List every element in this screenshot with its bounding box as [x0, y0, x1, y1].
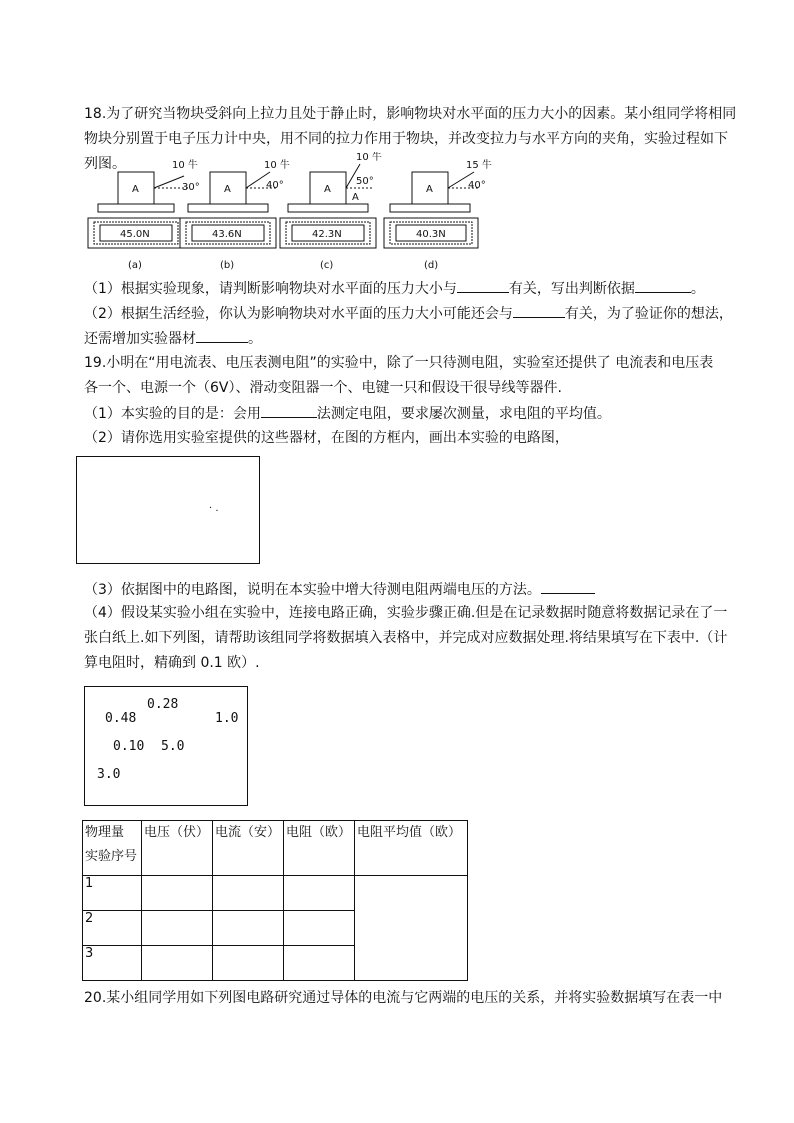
- fig-c-force: 10 牛: [356, 152, 382, 163]
- q18-line2: 物块分别置于电子压力计中央，用不同的拉力作用于物块，并改变拉力与水平方向的夹角，实验过程如下: [84, 131, 728, 147]
- blank[interactable]: [261, 403, 317, 418]
- fig-c-label: (c): [320, 260, 334, 271]
- scrap-value: 3.0: [97, 767, 121, 782]
- q19-part4a: （4）假设某实验小组在实验中，连接电路正确，实验步骤正确.但是在记录数据时随意将数据记录在了一: [84, 605, 728, 621]
- q18-figure: [84, 152, 504, 276]
- row-index: 3: [83, 946, 142, 981]
- fig-d-label: (d): [424, 260, 439, 271]
- figure-d: [384, 158, 492, 271]
- figure-b: [180, 158, 290, 271]
- blank[interactable]: [635, 278, 691, 293]
- q19-part4c: 算电阻时，精确到 0.1 欧）.: [84, 655, 260, 671]
- q18-line1: 18.为了研究当物块受斜向上拉力且处于静止时，影响物块对水平面的压力大小的因素。某小组同学将相同: [84, 106, 737, 122]
- fig-a-reading: 45.0N: [120, 229, 150, 240]
- fig-b-angle: 40°: [266, 180, 284, 191]
- fig-c-angle: 50°: [356, 176, 374, 187]
- blank[interactable]: [196, 328, 248, 343]
- fig-c-extra: A: [352, 192, 359, 203]
- q18-line3: 列图。: [84, 156, 126, 172]
- fig-c-block: A: [324, 184, 331, 195]
- scrap-value: 0.48: [105, 711, 137, 726]
- fig-a-block: A: [132, 184, 139, 195]
- header-cell: 电压（伏）: [142, 821, 213, 876]
- fig-b-block: A: [224, 184, 231, 195]
- input-cell[interactable]: [284, 911, 355, 946]
- fig-a-angle: 30°: [182, 182, 200, 193]
- data-scrap-paper: [84, 686, 248, 806]
- q19-line1: 19.小明在“用电流表、电压表测电阻”的实验中，除了一只待测电阻，实验室还提供了 电流表和电压表: [84, 355, 714, 371]
- scrap-value: 0.28: [147, 697, 179, 712]
- fig-b-label: (b): [220, 260, 235, 271]
- data-table: [82, 820, 468, 981]
- fig-a-force: 10 牛: [172, 160, 198, 171]
- input-cell[interactable]: [142, 876, 213, 911]
- input-cell[interactable]: [284, 946, 355, 981]
- q18-part2: （2）根据生活经验，你认为影响物块对水平面的压力大小可能还会与 有关，为了验证你的想法，: [84, 303, 733, 324]
- fig-a-label: (a): [128, 260, 142, 271]
- q19-part1: （1）本实验的目的是：会用 法测定电阻，要求屡次测量，求电阻的平均值。: [84, 403, 611, 424]
- scrap-value: 1.0: [215, 711, 239, 726]
- q19-part4b: 张白纸上.如下列图，请帮助该组同学将数据填入表格中，并完成对应数据处理.将结果填写在下表中.（计: [84, 630, 728, 646]
- scrap-value: 0.10: [113, 739, 145, 754]
- fig-d-block: A: [426, 184, 433, 195]
- figure-a: [88, 158, 200, 271]
- fig-d-angle: 40°: [468, 180, 486, 191]
- average-cell[interactable]: [355, 876, 468, 981]
- blank[interactable]: [513, 303, 565, 318]
- scrap-value: 5.0: [161, 739, 185, 754]
- header-cell: 电流（安）: [213, 821, 284, 876]
- q18-part1: （1）根据实验现象，请判断影响物块对水平面的压力大小与 有关，写出判断依据 。: [84, 278, 705, 299]
- row-index: 1: [83, 876, 142, 911]
- q19-part3: （3）依据图中的电路图，说明在本实验中增大待测电阻两端电压的方法。: [84, 579, 595, 600]
- input-cell[interactable]: [213, 911, 284, 946]
- q19-line2: 各一个、电源一个（6V）、滑动变阻器一个、电键一只和假设干很导线等器件.: [84, 380, 562, 396]
- blank[interactable]: [541, 579, 595, 594]
- input-cell[interactable]: [142, 911, 213, 946]
- input-cell[interactable]: [284, 876, 355, 911]
- header-cell: 电阻（欧）: [284, 821, 355, 876]
- circuit-diagram-box[interactable]: · .: [76, 456, 260, 564]
- input-cell[interactable]: [213, 946, 284, 981]
- row-index: 2: [83, 911, 142, 946]
- fig-b-reading: 43.6N: [212, 229, 242, 240]
- fig-d-force: 15 牛: [466, 160, 492, 171]
- fig-b-force: 10 牛: [264, 160, 290, 171]
- header-cell: 电阻平均值（欧）: [355, 821, 468, 876]
- fig-c-reading: 42.3N: [312, 229, 342, 240]
- input-cell[interactable]: [213, 876, 284, 911]
- header-cell: 物理量 实验序号: [83, 821, 142, 876]
- q19-part2: （2）请你选用实验室提供的这些器材，在图的方框内，画出本实验的电路图，: [84, 430, 569, 446]
- q20-line1: 20.某小组同学用如下列图电路研究通过导体的电流与它两端的电压的关系，并将实验数据填写在表一中: [84, 990, 723, 1006]
- figure-c: [280, 152, 382, 271]
- blank[interactable]: [457, 278, 509, 293]
- fig-d-reading: 40.3N: [416, 229, 446, 240]
- q18-part2-cont: 还需增加实验器材 。: [84, 328, 262, 349]
- input-cell[interactable]: [142, 946, 213, 981]
